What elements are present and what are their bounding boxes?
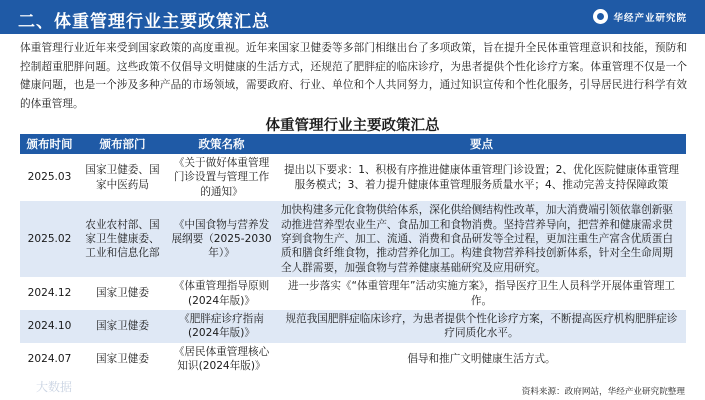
row-date: 2024.12 xyxy=(20,277,79,310)
table-title: 体重管理行业主要政策汇总 xyxy=(265,118,440,134)
table-row xyxy=(20,277,686,310)
row-dept: 农业农村部、国家卫生健康委、工业和信息化部 xyxy=(79,201,166,277)
table-row xyxy=(20,343,686,376)
section-header-bar xyxy=(0,0,705,34)
row-dept: 国家卫健委、国家中医药局 xyxy=(79,154,166,201)
row-policy-name: 《居民体重管理核心知识(2024年版)》 xyxy=(166,343,277,376)
header-date: 颁布时间 xyxy=(20,134,79,154)
header-policy-name: 政策名称 xyxy=(166,134,277,154)
row-date: 2025.02 xyxy=(20,201,79,277)
brand xyxy=(593,9,687,24)
table-row xyxy=(20,154,686,201)
row-dept: 国家卫健委 xyxy=(79,310,166,343)
row-policy-name: 《肥胖症诊疗指南(2024年版)》 xyxy=(166,310,277,343)
watermark: 大数据 xyxy=(36,380,73,394)
row-key-points: 倡导和推广文明健康生活方式。 xyxy=(277,343,686,376)
intro-paragraph: 体重管理行业近年来受到国家政策的高度重视。近年来国家卫健委等多部门相继出台了多项政策，旨在提升全民体重管理意识和技能，预防和控制超重肥胖问题。这些政策不仅倡导文明健康的生活方式，还规范了肥胖症的临床诊疗，为患者提供个性化诊疗方案。体重管理不仅是一个健康问题，也是一个涉及多种产品的市场领域，需要政府、行业、单位和个人共同努力，通过知识宣传和个性化服务，引导居民进行科学有效的体重管理。 xyxy=(20,42,687,111)
header-key-points: 要点 xyxy=(277,134,686,154)
row-policy-name: 《体重管理指导原则(2024年版)》 xyxy=(166,277,277,310)
source-note: 资料来源：政府网站，华经产业研究院整理 xyxy=(521,387,685,397)
row-key-points: 提出以下要求：1、积极有序推进健康体重管理门诊设置；2、优化医院健康体重管理服务模式；3、着力提升健康体重管理服务质量水平；4、推动完善支持保障政策 xyxy=(277,154,686,201)
row-date: 2025.03 xyxy=(20,154,79,201)
row-policy-name: 《关于做好体重管理门诊设置与管理工作的通知》 xyxy=(166,154,277,201)
table-row xyxy=(20,201,686,277)
row-key-points: 进一步落实《“体重管理年”活动实施方案》，指导医疗卫生人员科学开展体重管理工作。 xyxy=(277,277,686,310)
row-key-points: 加快构建多元化食物供给体系，深化供给侧结构性改革，加大消费端引领依靠创新驱动推进营养型农业生产、食品加工和食物消费。坚持营养导向，把营养和健康需求贯穿到食物生产、加工、流通、消费和食品研发等全过程，更加注重生产富含优质蛋白质和膳食纤维食物，推动营养化加工。构建食物营养科技创新体系，针对全生命周期全人群需要，加强食物与营养健康基础研究及应用研究。 xyxy=(277,201,686,277)
brand-name: 华经产业研究院 xyxy=(613,12,687,24)
policy-table xyxy=(20,134,686,376)
row-dept: 国家卫健委 xyxy=(79,343,166,376)
section-title: 二、体重管理行业主要政策汇总 xyxy=(18,12,270,32)
table-header-row xyxy=(20,134,686,154)
header-dept: 颁布部门 xyxy=(79,134,166,154)
row-dept: 国家卫健委 xyxy=(79,277,166,310)
table-row xyxy=(20,310,686,343)
row-policy-name: 《中国食物与营养发展纲要（2025-2030年）》 xyxy=(166,201,277,277)
brand-logo-icon xyxy=(593,9,608,24)
row-date: 2024.10 xyxy=(20,310,79,343)
row-date: 2024.07 xyxy=(20,343,79,376)
row-key-points: 规范我国肥胖症临床诊疗，为患者提供个性化诊疗方案，不断提高医疗机构肥胖症诊疗同质化水平。 xyxy=(277,310,686,343)
